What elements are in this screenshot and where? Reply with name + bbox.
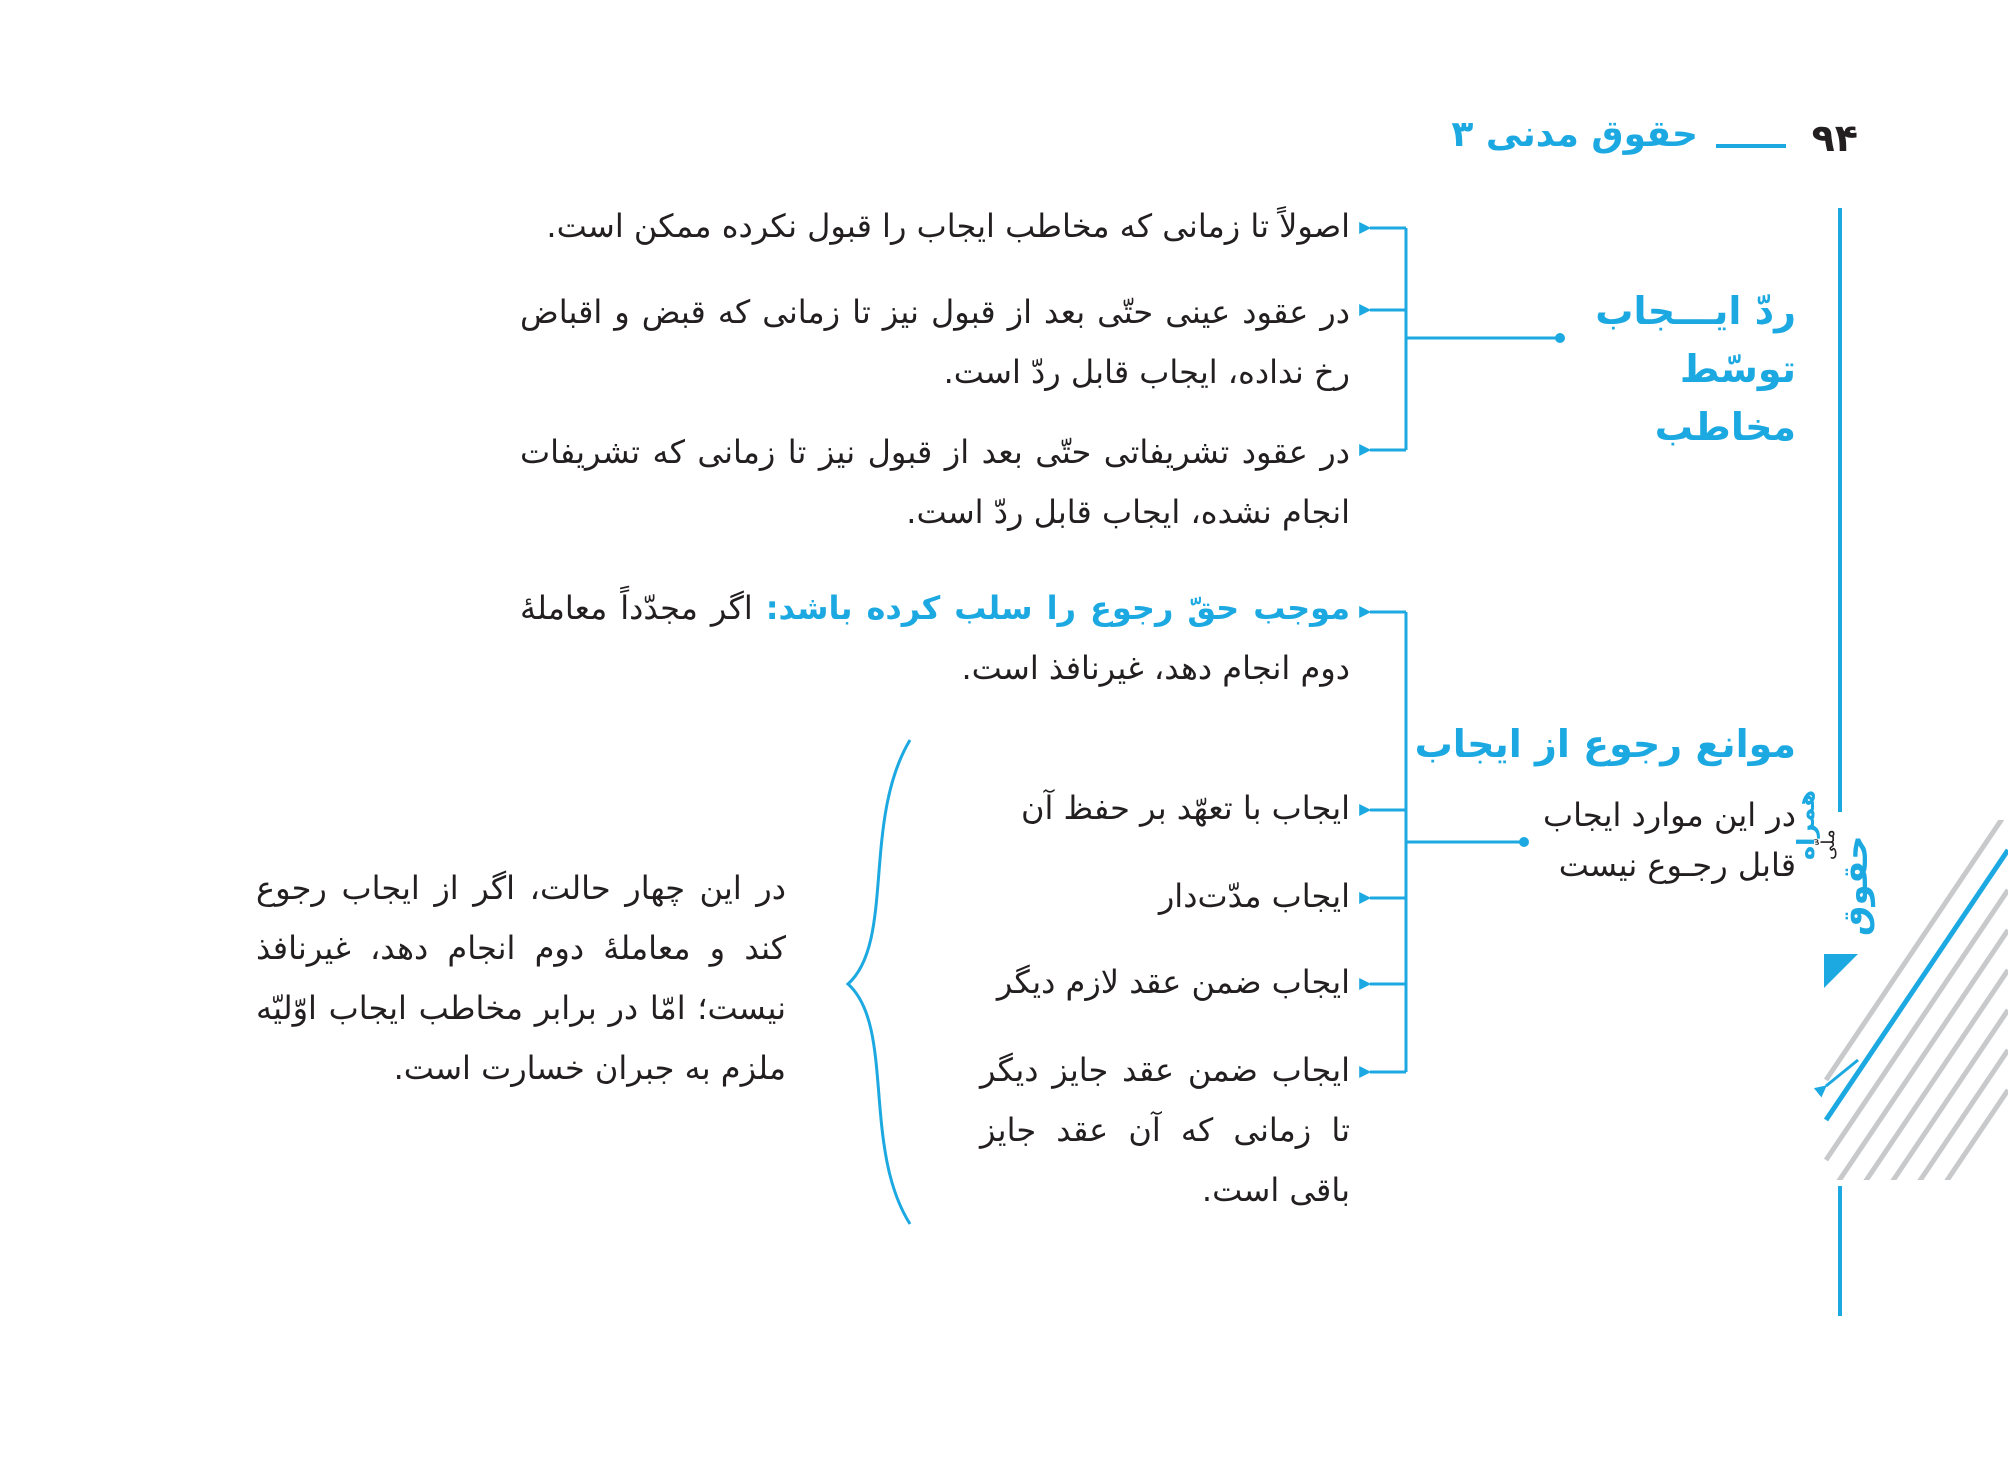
curly-brace <box>848 740 910 1224</box>
logo-line3: حقوق <box>1836 835 1876 936</box>
section2-connector <box>1370 612 1524 1072</box>
section1-connector <box>1370 228 1560 450</box>
section2-item-4: ایجاب ضمن عقد جایز دیگر تا زمانی که آن عقد جایز باقی است. <box>980 1051 1350 1209</box>
section2-item-highlight: موجب حقّ رجوع را سلب کرده باشد: <box>765 589 1351 627</box>
book-title: حقوق مدنی ۳ <box>1451 114 1698 155</box>
section1-item-3: در عقود تشریفاتی حتّی بعد از قبول نیز تا زمانی که تشریفات انجام نشده، ایجاب قابل ردّ است. <box>520 433 1350 531</box>
section2-item-3: ایجاب ضمن عقد لازم دیگر <box>996 963 1350 1001</box>
section2-subtitle: در این موارد ایجاب قابل رجـوع نیست <box>1543 796 1796 884</box>
publisher-logo <box>1792 789 1892 950</box>
corner-triangle <box>1824 954 1858 988</box>
bracket-note: در این چهار حالت، اگر از ایجاب رجوع کند و معاملهٔ دوم انجام دهد، غیرنافذ نیست؛ امّا در برابر مخاطب ایجاب اوّلیّه ملزم به جبران خسارت است. <box>256 869 786 1087</box>
section2-item-2: ایجاب مدّت‌دار <box>1158 877 1350 915</box>
logo-line1: همراه <box>1792 789 1820 860</box>
section1-item-2: در عقود عینی حتّی بعد از قبول نیز تا زمانی که قبض و اقباض رخ نداده، ایجاب قابل ردّ است. <box>520 293 1350 391</box>
section2-item-1: ایجاب با تعهّد بر حفظ آن <box>1020 789 1350 827</box>
section2-dot <box>1519 837 1529 847</box>
section1-item-1: اصولاً تا زمانی که مخاطب ایجاب را قبول نکرده ممکن است. <box>546 207 1350 245</box>
section1-heading-line1: ردّ ایـــجاب <box>1595 289 1796 333</box>
logo-line2: ملّی <box>1818 829 1839 860</box>
section2-item-rest: اگر مجدّداً معاملهٔ دوم انجام دهد، غیرنافذ است. <box>520 589 1350 687</box>
section1-heading <box>1536 282 1796 456</box>
section2-heading: موانع رجوع از ایجاب <box>1414 722 1796 766</box>
page-number: ۹۴ <box>1811 116 1858 160</box>
section2-item-revocation-right <box>520 578 1350 698</box>
section1-heading-line2: توسّط مخاطب <box>1654 347 1796 449</box>
